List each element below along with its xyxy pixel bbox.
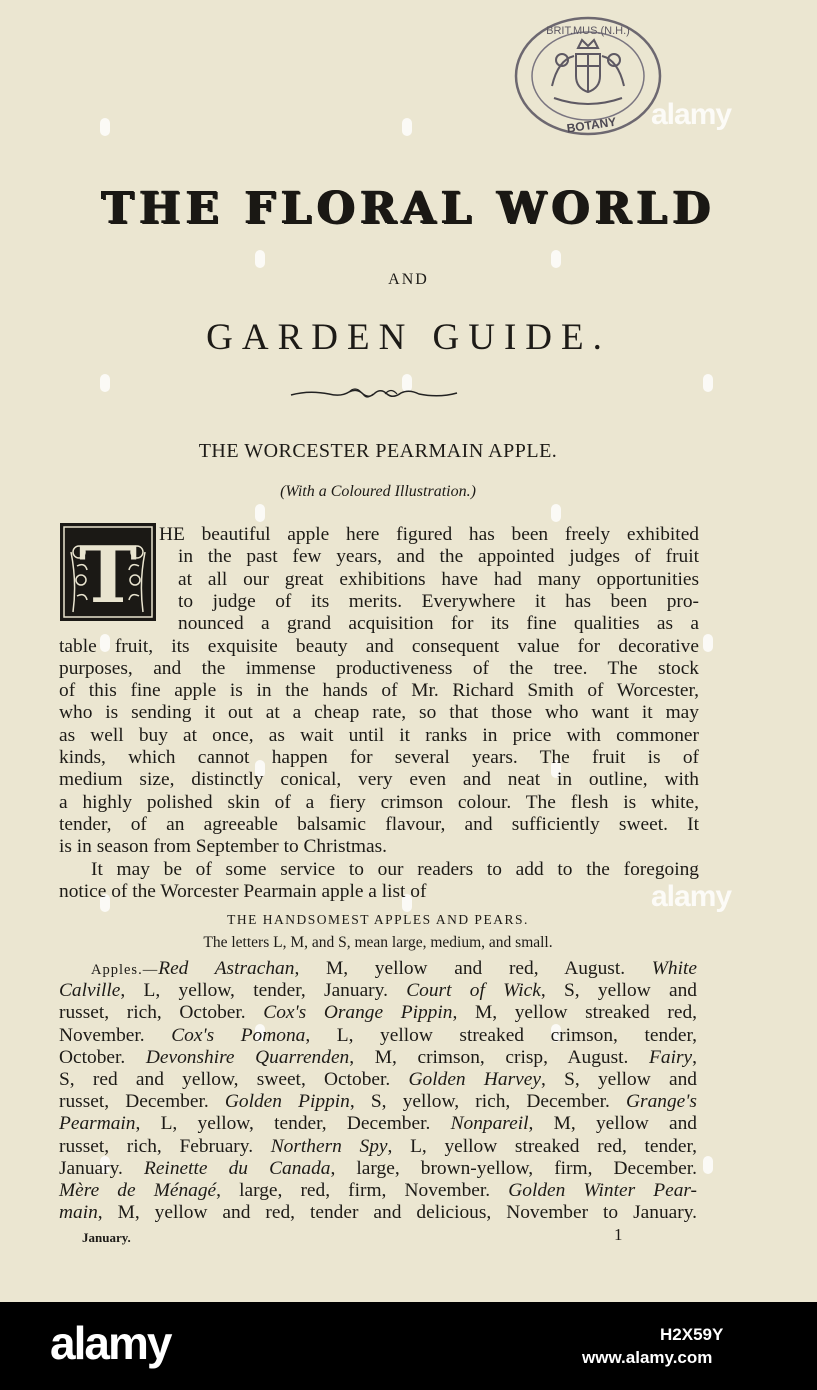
- apple-description: , S, yellow, rich, December.: [349, 1091, 627, 1113]
- apple-variety-name: Nonpareil: [450, 1113, 529, 1135]
- article-line: who is sending it out at a cheap rate, so that those who want it may: [59, 702, 699, 724]
- list-heading: THE HANDSOMEST APPLES AND PEARS.: [227, 912, 529, 927]
- watermark-text: alamy: [651, 98, 732, 131]
- apple-description: , S, yellow and: [540, 980, 697, 1002]
- article-line: notice of the Worcester Pearmain apple a list of: [59, 880, 427, 902]
- article-line: at all our great exhibitions have had many opportunities: [178, 568, 699, 590]
- apple-description: russet, December.: [59, 1091, 225, 1113]
- apple-variety-name: Reinette du Canada: [143, 1157, 331, 1179]
- article-line: as well buy at once, as wait until it ranks in price with commoner: [59, 724, 699, 746]
- apple-description: , M, yellow and red, tender and delicious, November to January.: [97, 1202, 697, 1224]
- apple-description: , large, brown-yellow, firm, December.: [330, 1157, 697, 1179]
- apples-line: [91, 958, 697, 981]
- museum-stamp: [512, 14, 664, 138]
- apple-variety-name: Court of Wick: [406, 980, 541, 1002]
- image-id-label: H2X59Y: [660, 1325, 724, 1344]
- watermark-mark: [703, 634, 713, 652]
- watermark-mark: [100, 374, 110, 392]
- site-url-label: www.alamy.com: [582, 1348, 713, 1367]
- apple-variety-name: Golden Pippin: [224, 1091, 350, 1113]
- page-subtitle: GARDEN GUIDE.: [206, 317, 611, 358]
- apple-variety-name: Cox's Pomona: [171, 1024, 306, 1046]
- apple-variety-name: Grange's: [626, 1091, 697, 1113]
- watermark-mark: [255, 250, 265, 268]
- apple-description: ,: [692, 1046, 697, 1068]
- apples-line: [59, 1025, 697, 1047]
- watermark-mark: [100, 118, 110, 136]
- apple-description: , M, yellow and red, August.: [294, 958, 652, 979]
- watermark-text: alamy: [651, 880, 732, 913]
- watermark-mark: [255, 504, 265, 522]
- apple-description: , L, yellow, tender, January.: [120, 980, 407, 1002]
- apple-variety-name: Cox's Orange Pippin: [263, 1002, 453, 1024]
- apple-variety-name: Devonshire Quarrenden: [145, 1046, 350, 1068]
- apple-variety-name: White: [651, 958, 698, 979]
- alamy-logo: alamy: [50, 1317, 171, 1369]
- apple-description: November.: [59, 1024, 172, 1046]
- apples-line: [59, 1047, 697, 1069]
- page-title: THE FLORAL WORLD: [101, 183, 716, 234]
- apple-variety-name: Northern Spy: [270, 1135, 388, 1157]
- apple-variety-name: Mère de Ménagé: [59, 1180, 217, 1201]
- article-line: It may be of some service to our readers to add to the foregoing: [91, 858, 699, 880]
- apple-description: , M, crimson, crisp, August.: [349, 1046, 650, 1068]
- article-line: tender, of an agreeable balsamic flavour, and sufficiently sweet. It: [59, 813, 699, 835]
- apple-description: , M, yellow streaked red,: [452, 1002, 698, 1024]
- article-line: is in season from September to Christmas.: [59, 836, 387, 858]
- dropcap-letter: T: [78, 530, 138, 621]
- apple-variety-name: Golden Harvey: [408, 1069, 541, 1090]
- page-number: 1: [614, 1225, 623, 1244]
- apple-variety-name: Golden Winter Pear-: [508, 1180, 698, 1201]
- article-line: medium size, distinctly conical, very even and neat in outline, with: [59, 769, 699, 791]
- apple-description: russet, rich, February.: [59, 1135, 271, 1157]
- title-conjunction: AND: [388, 271, 429, 288]
- article-line: purposes, and the immense productiveness of the tree. The stock: [59, 657, 699, 679]
- apple-variety-name: Red Astrachan: [158, 958, 295, 979]
- apples-line: [59, 1069, 697, 1091]
- article-title: THE WORCESTER PEARMAIN APPLE.: [198, 440, 558, 462]
- apples-line: [59, 1202, 697, 1224]
- section-label: Apples.—: [91, 962, 159, 978]
- apple-description: , S, yellow and: [540, 1069, 698, 1090]
- stamp-bottom-text: BOTANY: [565, 114, 618, 136]
- apples-line: [59, 1091, 697, 1113]
- apple-description: , L, yellow streaked red, tender,: [387, 1135, 698, 1157]
- apples-line: [59, 1113, 697, 1135]
- dropcap-initial: [59, 522, 157, 622]
- apple-description: , M, yellow and: [528, 1113, 697, 1135]
- watermark-mark: [551, 250, 561, 268]
- watermark-mark: [402, 118, 412, 136]
- footer-month: January.: [82, 1230, 131, 1245]
- apple-description: January.: [59, 1157, 144, 1179]
- watermark-mark: [703, 1156, 713, 1174]
- stamp-ring-text: BRIT.MUS.(N.H.): [546, 25, 630, 37]
- apple-description: , L, yellow streaked crimson, tender,: [305, 1024, 697, 1046]
- apples-line: [59, 1002, 697, 1024]
- article-line: to judge of its merits. Everywhere it has been pro-: [178, 590, 699, 612]
- apples-line: [59, 1180, 697, 1202]
- apples-line: [59, 980, 697, 1002]
- apple-variety-name: Pearmain: [59, 1113, 136, 1135]
- ornament-divider: [289, 386, 459, 402]
- apple-variety-name: Fairy: [649, 1046, 693, 1068]
- article-line: of this fine apple is in the hands of Mr. Richard Smith of Worcester,: [59, 680, 699, 702]
- article-line: kinds, which cannot happen for several years. The fruit is of: [59, 747, 699, 768]
- illustration-note: (With a Coloured Illustration.): [280, 483, 476, 500]
- watermark-mark: [703, 374, 713, 392]
- apple-description: russet, rich, October.: [59, 1002, 264, 1024]
- apple-description: S, red and yellow, sweet, October.: [59, 1069, 409, 1090]
- apples-line: [59, 1158, 697, 1180]
- apple-description: , L, yellow, tender, December.: [135, 1113, 451, 1135]
- apple-description: , large, red, firm, November.: [216, 1180, 509, 1201]
- apple-variety-name: main: [59, 1202, 98, 1224]
- article-line: in the past few years, and the appointed judges of fruit: [178, 546, 699, 568]
- royal-coat-of-arms-icon: [552, 40, 624, 104]
- article-line: table fruit, its exquisite beauty and consequent value for decorative: [59, 635, 699, 657]
- article-line: nounced a grand acquisition for its fine qualities as a: [178, 613, 699, 635]
- list-key-note: The letters L, M, and S, mean large, medium, and small.: [203, 934, 553, 951]
- article-line: a highly polished skin of a fiery crimson colour. The flesh is white,: [59, 791, 699, 813]
- apple-description: October.: [59, 1046, 146, 1068]
- apple-variety-name: Calville: [59, 980, 121, 1002]
- watermark-mark: [551, 504, 561, 522]
- apples-line: [59, 1136, 697, 1158]
- article-line: HE beautiful apple here figured has been freely exhibited: [159, 524, 699, 545]
